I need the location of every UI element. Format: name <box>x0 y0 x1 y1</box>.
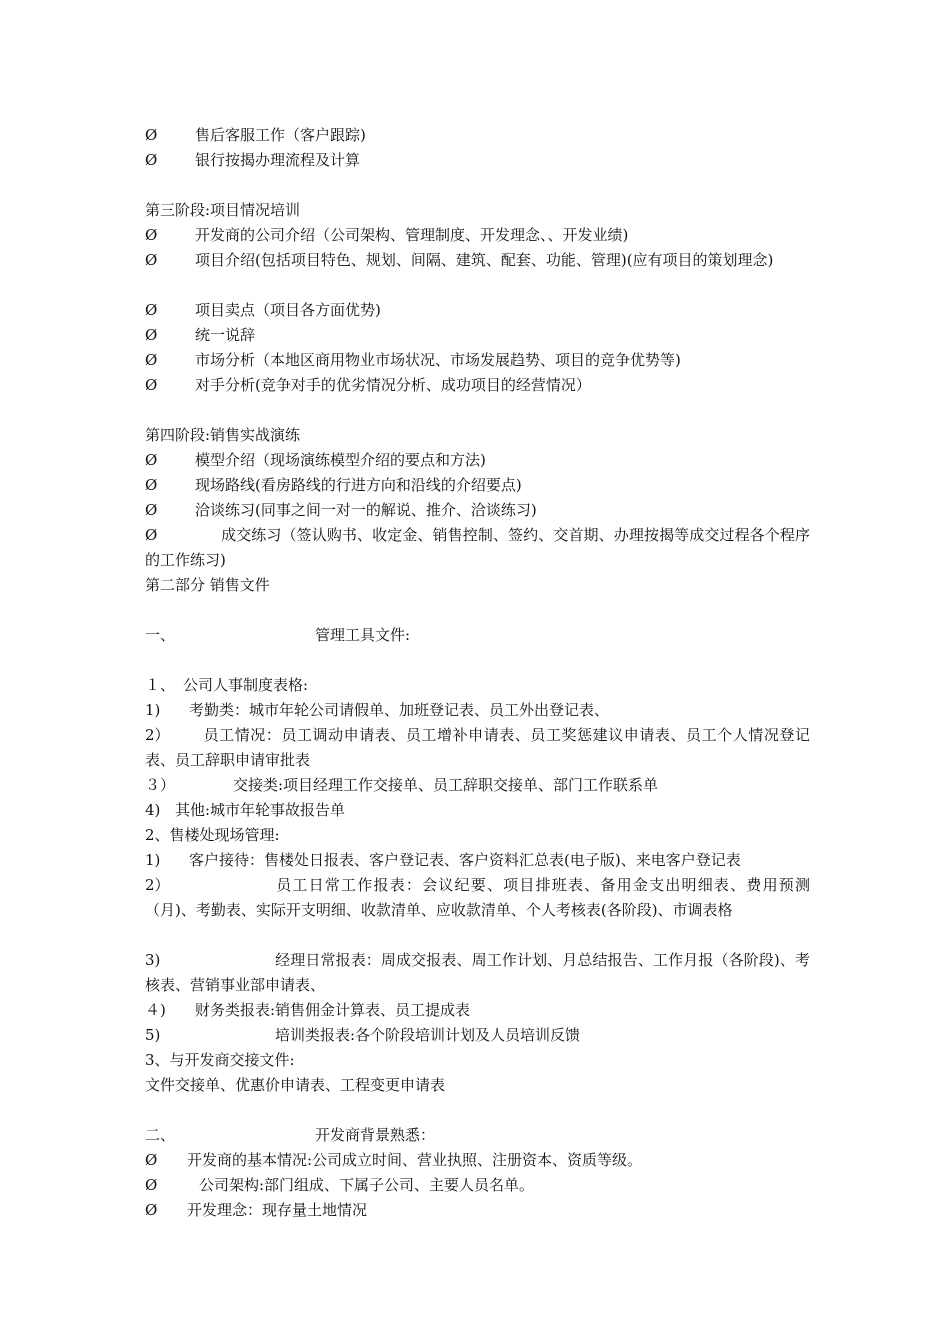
bullet-mark: Ø <box>145 376 158 394</box>
plain-line: 文件交接单、优惠价申请表、工程变更申请表 <box>145 1076 446 1094</box>
item-number: 5) <box>145 1026 161 1044</box>
item-number: 4) <box>145 801 161 819</box>
item-number: 1) <box>145 851 161 869</box>
line-text: 开发商的公司介绍（公司架构、管理制度、开发理念、、开发业绩) <box>195 226 629 244</box>
bullet-line <box>145 123 810 148</box>
bullet-mark: Ø <box>145 351 158 369</box>
chapter-number: 一、 <box>145 626 176 644</box>
numbered-line <box>145 948 810 998</box>
line-text: 项目介绍(包括项目特色、规划、间隔、建筑、配套、功能、管理)(应有项目的策划理念) <box>195 251 774 269</box>
bullet-mark: Ø <box>145 301 158 319</box>
item-number: ３） <box>145 776 176 794</box>
bullet-mark: Ø <box>145 1151 158 1169</box>
numbered-line <box>145 848 810 873</box>
chapter-number: 二、 <box>145 1126 176 1144</box>
numbered-line <box>145 723 810 773</box>
bullet-line <box>145 1198 810 1223</box>
line-text: 交接类:项目经理工作交接单、员工辞职交接单、部门工作联系单 <box>233 776 659 794</box>
line-text: 开发商的基本情况:公司成立时间、营业执照、注册资本、资质等级。 <box>187 1151 643 1169</box>
line-text: 考勤类：城市年轮公司请假单、加班登记表、员工外出登记表、 <box>189 701 610 719</box>
bullet-line <box>145 523 810 573</box>
bullet-mark: Ø <box>145 251 158 269</box>
item-number: 2） <box>145 876 170 894</box>
item-number: 2） <box>145 726 170 744</box>
line-text: 对手分析(竞争对手的优劣情况分析、成功项目的经营情况） <box>195 376 591 394</box>
part-heading: 第二部分 销售文件 <box>145 576 270 594</box>
bullet-line <box>145 323 810 348</box>
numbered-line <box>145 998 810 1023</box>
bullet-line <box>145 448 810 473</box>
line-text: 现场路线(看房路线的行进方向和沿线的介绍要点) <box>195 476 522 494</box>
line-text: 经理日常报表：周成交报表、周工作计划、月总结报告、工作月报（各阶段)、考核表、营销事业部申请表、 <box>145 951 810 994</box>
sub-heading: 2、售楼处现场管理: <box>145 826 280 844</box>
bullet-mark: Ø <box>145 451 158 469</box>
line-text: 公司架构:部门组成、下属子公司、主要人员名单。 <box>199 1176 535 1194</box>
bullet-mark: Ø <box>145 501 158 519</box>
numbered-line <box>145 873 810 923</box>
bullet-line <box>145 298 810 323</box>
line-text: 银行按揭办理流程及计算 <box>195 151 361 169</box>
item-number: 3) <box>145 951 161 969</box>
numbered-line <box>145 698 810 723</box>
chapter-title: 开发商背景熟悉： <box>315 1126 436 1144</box>
line-text: 培训类报表:各个阶段培训计划及人员培训反馈 <box>275 1026 581 1044</box>
numbered-line <box>145 773 810 798</box>
line-text: 公司人事制度表格: <box>183 676 309 694</box>
line-text: 售后客服工作（客户跟踪) <box>195 126 366 144</box>
line-text: 市场分析（本地区商用物业市场状况、市场发展趋势、项目的竞争优势等) <box>195 351 681 369</box>
bullet-mark: Ø <box>145 151 158 169</box>
sub-heading: 3、与开发商交接文件: <box>145 1051 295 1069</box>
item-number: 1) <box>145 701 161 719</box>
bullet-mark: Ø <box>145 1201 158 1219</box>
bullet-line <box>145 373 810 398</box>
item-number: ４) <box>145 1001 166 1019</box>
line-text: 成交练习（签认购书、收定金、销售控制、签约、交首期、办理按揭等成交过程各个程序的工作练习) <box>145 526 810 569</box>
bullet-line <box>145 348 810 373</box>
bullet-mark: Ø <box>145 226 158 244</box>
bullet-line <box>145 223 810 248</box>
bullet-line <box>145 473 810 498</box>
bullet-mark: Ø <box>145 526 158 544</box>
bullet-mark: Ø <box>145 326 158 344</box>
section-heading: 第三阶段:项目情况培训 <box>145 201 301 219</box>
numbered-line <box>145 673 810 698</box>
numbered-line <box>145 798 810 823</box>
bullet-line <box>145 248 810 273</box>
bullet-line <box>145 148 810 173</box>
chapter-heading <box>145 623 810 648</box>
chapter-title: 管理工具文件: <box>315 626 411 644</box>
line-text: 客户接待：售楼处日报表、客户登记表、客户资料汇总表(电子版)、来电客户登记表 <box>189 851 741 869</box>
bullet-mark: Ø <box>145 1176 158 1194</box>
section-heading: 第四阶段:销售实战演练 <box>145 426 301 444</box>
bullet-mark: Ø <box>145 476 158 494</box>
line-text: 统一说辞 <box>195 326 256 344</box>
bullet-line <box>145 1148 810 1173</box>
line-text: 项目卖点（项目各方面优势) <box>195 301 381 319</box>
chapter-heading <box>145 1123 810 1148</box>
bullet-line <box>145 498 810 523</box>
numbered-line <box>145 1023 810 1048</box>
item-number: １、 <box>145 676 176 694</box>
bullet-line <box>145 1173 810 1198</box>
line-text: 其他:城市年轮事故报告单 <box>175 801 346 819</box>
line-text: 模型介绍（现场演练模型介绍的要点和方法) <box>195 451 486 469</box>
line-text: 洽谈练习(同事之间一对一的解说、推介、洽谈练习) <box>195 501 537 519</box>
bullet-mark: Ø <box>145 126 158 144</box>
line-text: 财务类报表:销售佣金计算表、员工提成表 <box>195 1001 471 1019</box>
line-text: 员工日常工作报表：会议纪要、项目排班表、备用金支出明细表、费用预测（月)、考勤表、实际开支明细、收款清单、应收款清单、个人考核表(各阶段)、市调表格 <box>145 876 810 919</box>
line-text: 员工情况：员工调动申请表、员工增补申请表、员工奖惩建议申请表、员工个人情况登记表、员工辞职申请审批表 <box>145 726 810 769</box>
line-text: 开发理念：现存量土地情况 <box>187 1201 368 1219</box>
